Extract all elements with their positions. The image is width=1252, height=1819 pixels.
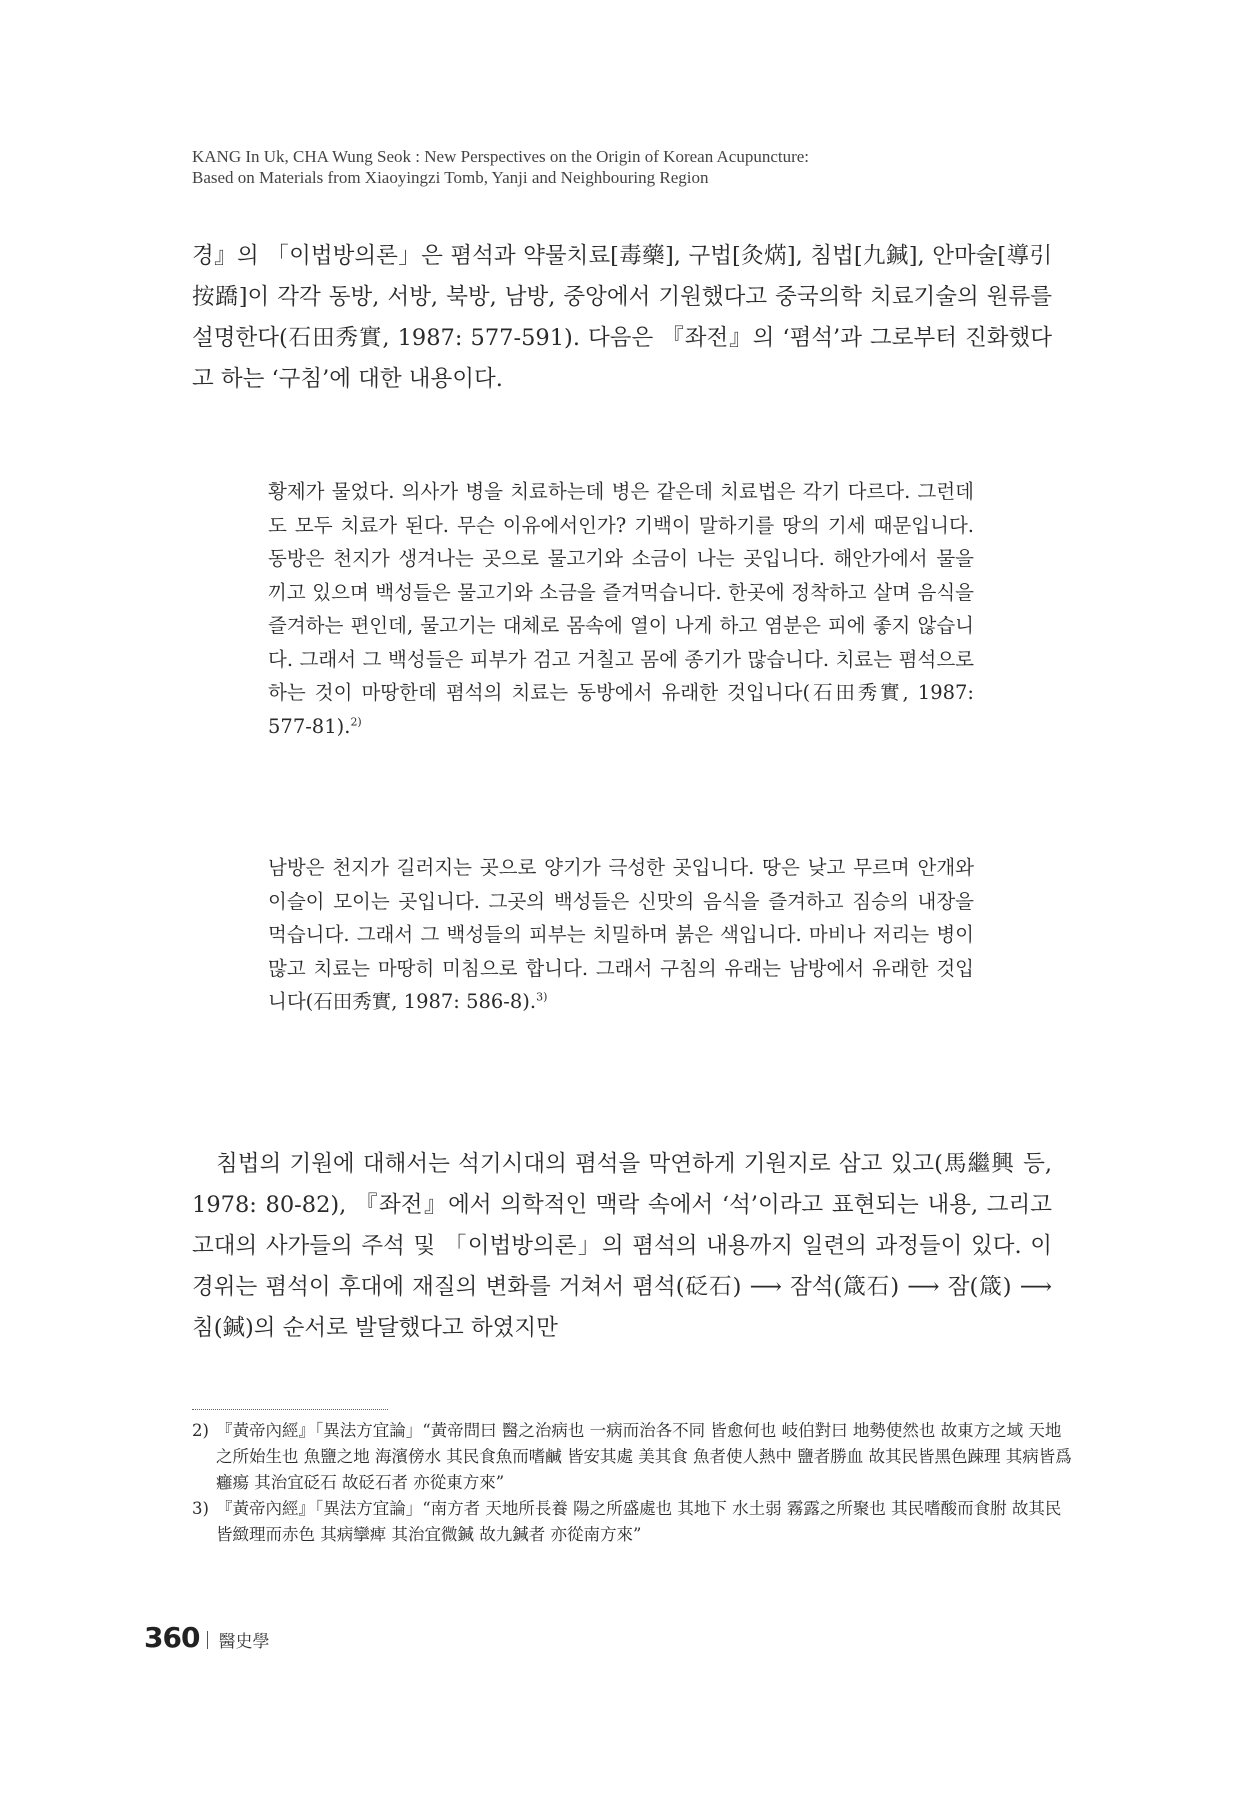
journal-name: 醫史學 <box>218 1632 270 1652</box>
page-footer <box>144 1621 269 1653</box>
body-paragraph-2: 침법의 기원에 대해서는 석기시대의 폄석을 막연하게 기원지로 삼고 있고(馬繼興 등, 1978: 80-82), 『좌전』에서 의학적인 맥락 속에서 ‘석’이라고 표현되는 내용, 그리고 고대의 사가들의 주석 및 「이법방의론」의 폄석의 내용까지 일련의 과정들이 있다. 이경위는 폄석이 후대에 재질의 변화를 거쳐서 폄석(砭石) ⟶ 잠석(箴石) ⟶ 잠(箴) ⟶ 침(鍼)의 순서로 발달했다고 하였지만 <box>192 1151 1052 1341</box>
block-quote-1 <box>268 475 974 743</box>
footnote-number: 2) <box>192 1421 209 1440</box>
intro-paragraph: 경』의 「이법방의론」은 폄석과 약물치료[毒藥], 구법[灸焫], 침법[九鍼], 안마술[導引按蹻]이 각각 동방, 서방, 북방, 남방, 중앙에서 기원했다고 중국의학 치료기술의 원류를 설명한다(石田秀實, 1987: 577-591). 다음은 『좌전』의 ‘폄석’과 그로부터 진화했다고 하는 ‘구침’에 대한 내용이다. <box>192 243 1052 392</box>
running-header-line1: KANG In Uk, CHA Wung Seok : New Perspectives on the Origin of Korean Acupuncture: <box>192 147 810 166</box>
footnote-ref-2[interactable]: 2) <box>350 715 362 728</box>
footnote-text: 『黃帝內經』「異法方宜論」“黃帝問曰 醫之治病也 一病而治各不同 皆愈何也 岐伯對曰 地勢使然也 故東方之域 天地之所始生也 魚鹽之地 海濱傍水 其民食魚而嗜鹹 皆安其處 美其食 魚者使人熱中 鹽者勝血 故其民皆黑色踈理 其病皆爲癰瘍 其治宜砭石 故砭石者 亦從東方來” <box>216 1421 1072 1492</box>
block-quote-2-text: 남방은 천지가 길러지는 곳으로 양기가 극성한 곳입니다. 땅은 낮고 무르며 안개와 이슬이 모이는 곳입니다. 그곳의 백성들은 신맛의 음식을 즐겨하고 짐승의 내장을 먹습니다. 그래서 그 백성들의 피부는 치밀하며 붉은 색입니다. 마비나 저리는 병이 많고 치료는 마땅히 미침으로 합니다. 그래서 구침의 유래는 남방에서 유래한 것입니다(石田秀實, 1987: 586-8). <box>268 856 974 1013</box>
footnote-2 <box>192 1418 1072 1496</box>
footnotes <box>192 1418 1072 1548</box>
footnote-3 <box>192 1496 1072 1548</box>
footnote-ref-3[interactable]: 3) <box>536 990 548 1004</box>
running-header <box>192 146 1092 188</box>
folio-separator <box>207 1631 208 1649</box>
running-header-line2: Based on Materials from Xiaoyingzi Tomb, Yanji and Neighbouring Region <box>192 168 709 187</box>
footnote-divider <box>192 1409 388 1410</box>
footnote-text: 『黃帝內經』「異法方宜論」“南方者 天地所長養 陽之所盛處也 其地下 水土弱 霧露之所聚也 其民嗜酸而食胕 故其民皆緻理而赤色 其病攣痺 其治宜微鍼 故九鍼者 亦從南方來” <box>216 1499 1062 1544</box>
page-number: 360 <box>144 1621 200 1654</box>
footnote-number: 3) <box>192 1499 209 1518</box>
block-quote-1-text: 황제가 물었다. 의사가 병을 치료하는데 병은 같은데 치료법은 각기 다르다. 그런데도 모두 치료가 된다. 무슨 이유에서인가? 기백이 말하기를 땅의 기세 때문입니다. 동방은 천지가 생겨나는 곳으로 물고기와 소금이 나는 곳입니다. 해안가에서 물을 끼고 있으며 백성들은 물고기와 소금을 즐겨먹습니다. 한곳에 정착하고 살며 음식을 즐겨하는 편인데, 물고기는 대체로 몸속에 열이 나게 하고 염분은 피에 좋지 않습니다. 그래서 그 백성들은 피부가 검고 거칠고 몸에 종기가 많습니다. 치료는 폄석으로 하는 것이 마땅한데 폄석의 치료는 동방에서 유래한 것입니다(石田秀實, 1987: 577-81). <box>268 480 974 738</box>
block-quote-2 <box>268 851 974 1019</box>
